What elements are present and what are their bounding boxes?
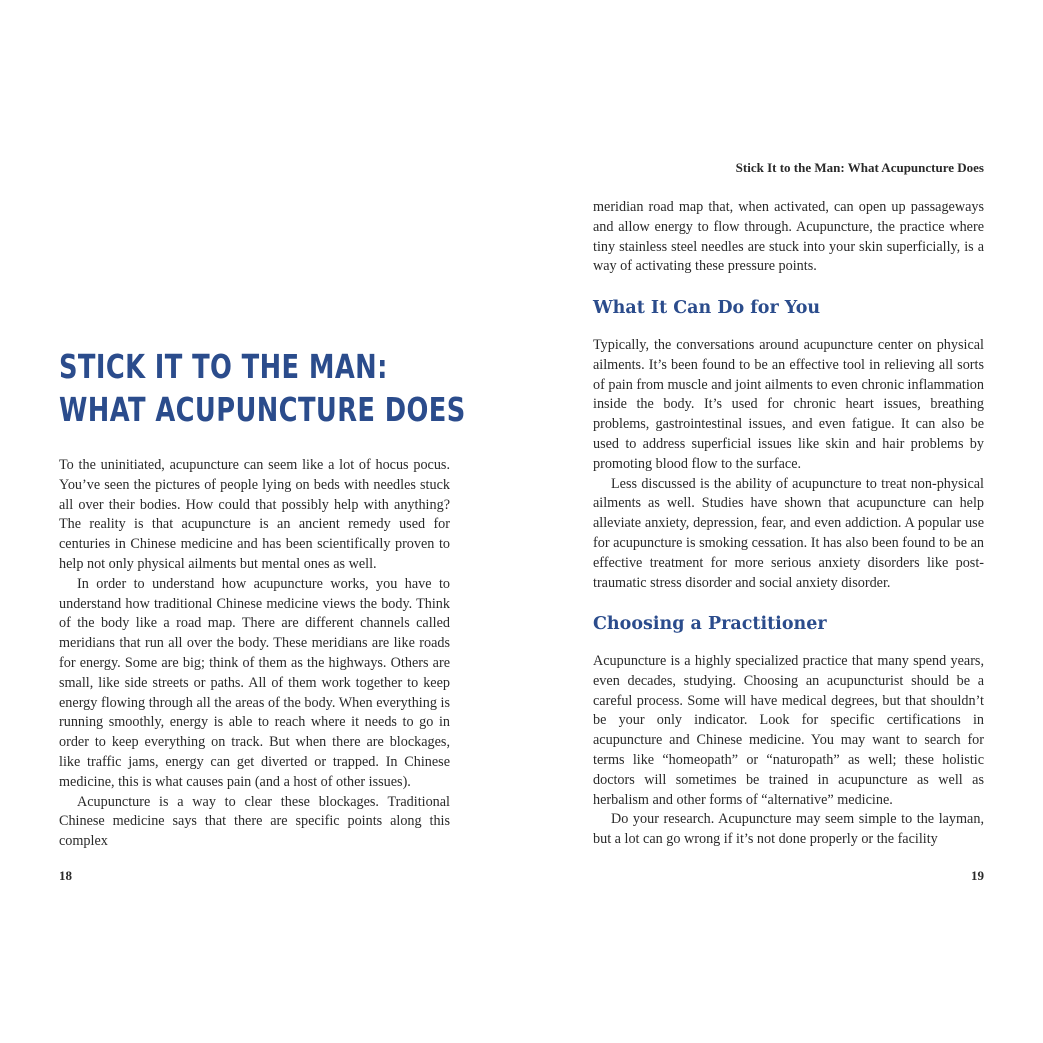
paragraph: To the uninitiated, acupuncture can seem like a lot of hocus pocus. You’ve seen the pictures of people lying on beds with needles stuck all over their bodies. How could that possibly help with anything? The reality is that acupuncture is an ancient remedy used for centuries in Chinese medicine and has been scientifically proven to help not only physical ailments but mental ones as well. bbox=[59, 457, 450, 572]
continued-text bbox=[593, 198, 984, 277]
chapter-title-line-2: WHAT ACUPUNCTURE DOES bbox=[59, 390, 466, 429]
page-number-left: 18 bbox=[59, 868, 72, 883]
left-body-text bbox=[59, 456, 450, 852]
left-page bbox=[0, 0, 521, 1043]
paragraph: Typically, the conversations around acupuncture center on physical ailments. It’s been found to be an effective tool in relieving all sorts of pain from muscle and joint ailments to even chronic inflammation inside the body. It’s used for chronic heart issues, breathing problems, gastrointestinal issues, and even fatigue. It can also be used to address superficial issues like skin and hair problems by promoting blood flow to the surface. bbox=[593, 337, 984, 472]
paragraph: Acupuncture is a highly specialized practice that many spend years, even decades, studying. Choosing an acupuncturist should be a careful process. Some will have medical degrees, but that shouldn’t be your only indicator. Look for specific certifications in acupuncture and Chinese medicine. You may want to search for terms like “homeopath” or “naturopath” as well; these holistic doctors will sometimes be trained in acupuncture as well as herbalism and other forms of “alternative” medicine. bbox=[593, 653, 984, 808]
section-choosing-practitioner-text bbox=[593, 652, 984, 850]
paragraph: Acupuncture is a way to clear these blockages. Traditional Chinese medicine says that there are specific points along this complex bbox=[59, 793, 450, 850]
section-heading-what-it-can-do: What It Can Do for You bbox=[593, 298, 821, 318]
right-page bbox=[521, 0, 1043, 1043]
paragraph: In order to understand how acupuncture works, you have to understand how traditional Chinese medicine views the body. Think of the body like a road map. There are different channels called meridians that run all over the body. These meridians are like roads for energy. Some are big; think of them as the highways. Others are small, like side streets or paths. All of them work together to keep energy flowing through all the areas of the body. When everything is running smoothly, energy is able to reach where it needs to go in order to keep everything on track. But when there are blockages, like traffic jams, energy can get diverted or trapped. In Chinese medicine, this is what causes pain (and a host of other issues). bbox=[59, 575, 450, 790]
page-number-right: 19 bbox=[971, 868, 984, 883]
section-what-it-can-do-text bbox=[593, 336, 984, 593]
paragraph: meridian road map that, when activated, can open up passageways and allow energy to flow through. Acupuncture, the practice where tiny stainless steel needles are stuck into your skin superficially, is a way of activating these pressure points. bbox=[593, 199, 984, 275]
section-heading-choosing-practitioner: Choosing a Practitioner bbox=[593, 614, 827, 634]
paragraph: Do your research. Acupuncture may seem simple to the layman, but a lot can go wrong if it’s not done properly or the facility bbox=[593, 811, 984, 848]
running-head: Stick It to the Man: What Acupuncture Does bbox=[735, 160, 984, 175]
paragraph: Less discussed is the ability of acupuncture to treat non-physical ailments as well. Studies have shown that acupuncture can help alleviate anxiety, depression, fear, and even addiction. A popular use for acupuncture is smoking cessation. It has also been found to be an effective treatment for more serious anxiety disorders like post-traumatic stress disorder and social anxiety disorder. bbox=[593, 475, 984, 591]
chapter-title bbox=[59, 345, 466, 431]
chapter-title-line-1: STICK IT TO THE MAN: bbox=[59, 347, 388, 386]
